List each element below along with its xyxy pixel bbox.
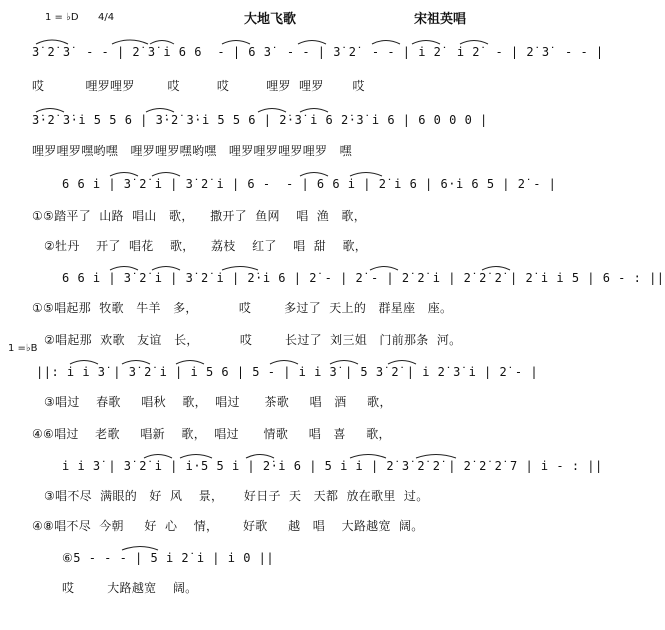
song-title: 大地飞歌 bbox=[244, 12, 297, 27]
slur-arc bbox=[298, 41, 326, 45]
slur-arc bbox=[122, 361, 150, 365]
slur-arc bbox=[222, 267, 258, 271]
slur-arc bbox=[180, 455, 212, 459]
slur-arc bbox=[222, 41, 250, 45]
slur-arc bbox=[330, 361, 358, 365]
notation-line-6: i i 3̇ | 3̇ 2̇ i | i·5 5 i | 2̇·i 6 | 5 i i | 2̇ 3̇ 2̇ 2̇ | 2̇ 2̇ 2̇ 7 | i - : || bbox=[62, 459, 603, 473]
slur-arc bbox=[300, 173, 328, 177]
slur-arc bbox=[176, 361, 204, 365]
notation-line-5: ||: i i 3̇ | 3̇ 2̇ i | i 5 6 | 5 - | i i 3̇ | 5 3̇ 2̇ | i 2̇ 3̇ i | 2̇ - | bbox=[36, 365, 539, 379]
notation-line-7: ⑥5 - - - | 5 i 2̇ i | i 0 || bbox=[62, 551, 275, 565]
lyric-line-8: ④⑥唱过 老歌 唱新 歌， 唱过 情歌 唱 喜 歌， bbox=[32, 427, 391, 441]
slur-arc bbox=[112, 40, 148, 44]
key-signature-change: 1 =♭B bbox=[8, 343, 38, 354]
lyric-line-5: ①⑤唱起那 牧歌 牛羊 多， 哎 多过了 天上的 群星座 座。 bbox=[32, 301, 453, 315]
lyric-line-2: 哩罗哩罗嘿哟嘿 哩罗哩罗嘿哟嘿 哩罗哩罗哩罗哩罗 嘿 bbox=[32, 144, 352, 158]
lyric-line-4: ②牡丹 开了 唱花 歌， 荔枝 红了 唱 甜 歌， bbox=[44, 239, 368, 253]
slur-arc bbox=[460, 41, 488, 45]
slur-arc bbox=[372, 41, 400, 45]
lyric-line-10: ④⑧唱不尽 今朝 好 心 情， 好歌 越 唱 大路越宽 阔。 bbox=[32, 519, 424, 533]
slur-arc bbox=[416, 455, 456, 459]
notation-line-1: 3̇ 2̇ 3̇ - - | 2̇ 3̇ i 6 6 - | 6 3̇ - - | 3̇ 2̇ - - | i 2̇ i 2̇ - | 2̇ 3̇ - - | bbox=[32, 45, 604, 59]
slur-arc bbox=[36, 40, 68, 44]
lyric-line-7: ③唱过 春歌 唱秋 歌， 唱过 茶歌 唱 酒 歌， bbox=[44, 395, 392, 409]
slur-arc bbox=[350, 173, 382, 177]
lyric-line-3: ①⑤踏平了 山路 唱山 歌， 撒开了 鱼网 唱 渔 歌， bbox=[32, 209, 367, 223]
slur-arc bbox=[144, 455, 172, 459]
slur-arc bbox=[36, 109, 64, 113]
time-signature: 4/4 bbox=[98, 12, 115, 23]
slur-arc bbox=[70, 361, 98, 365]
notation-line-2: 3̇·2̇ 3̇·i 5 5 6 | 3̇·2̇ 3̇·i 5 5 6 | 2̇·3̇ i 6 2̇·3̇ i 6 | 6 0 0 0 | bbox=[32, 113, 488, 127]
slur-arc bbox=[270, 361, 298, 365]
slur-arc bbox=[300, 109, 328, 113]
slur-arc bbox=[146, 109, 174, 113]
lyric-line-9: ③唱不尽 满眼的 好 风 景， 好日子 天 天都 放在歌里 过。 bbox=[44, 489, 429, 503]
slur-arc bbox=[412, 41, 440, 45]
notation-line-4: 6 6 i | 3̇ 2̇ i | 3̇ 2̇ i | 2̇·i 6 | 2̇ - | 2̇ - | 2̇ 2̇ i | 2̇ 2̇ 2̇ | 2̇ i i 5 | 6 - : || bbox=[62, 271, 665, 285]
slur-arc bbox=[110, 267, 138, 271]
lyric-line-6: ②唱起那 欢歌 友谊 长， 哎 长过了 刘三姐 门前那条 河。 bbox=[44, 333, 462, 347]
slur-arc bbox=[258, 109, 286, 113]
slur-arc bbox=[482, 267, 510, 271]
slur-arc bbox=[246, 455, 274, 459]
slur-arc bbox=[150, 41, 174, 45]
slur-arc bbox=[122, 547, 158, 551]
singer-credit: 宋祖英唱 bbox=[414, 12, 467, 27]
key-signature: 1 = ♭D bbox=[45, 12, 79, 23]
slur-arc bbox=[110, 173, 138, 177]
slur-arc bbox=[388, 361, 416, 365]
lyric-line-1: 哎 哩罗哩罗 哎 哎 哩罗 哩罗 哎 bbox=[32, 79, 365, 93]
slur-arc bbox=[152, 267, 180, 271]
slur-arc bbox=[370, 267, 398, 271]
slur-arc bbox=[152, 173, 180, 177]
slur-arc bbox=[350, 455, 386, 459]
lyric-line-11: 哎 大路越宽 阔。 bbox=[62, 581, 198, 595]
notation-line-3: 6 6 i | 3̇ 2̇ i | 3̇ 2̇ i | 6 - - | 6 6 i | 2̇ i 6 | 6·i 6 5 | 2̇ - | bbox=[62, 177, 557, 191]
